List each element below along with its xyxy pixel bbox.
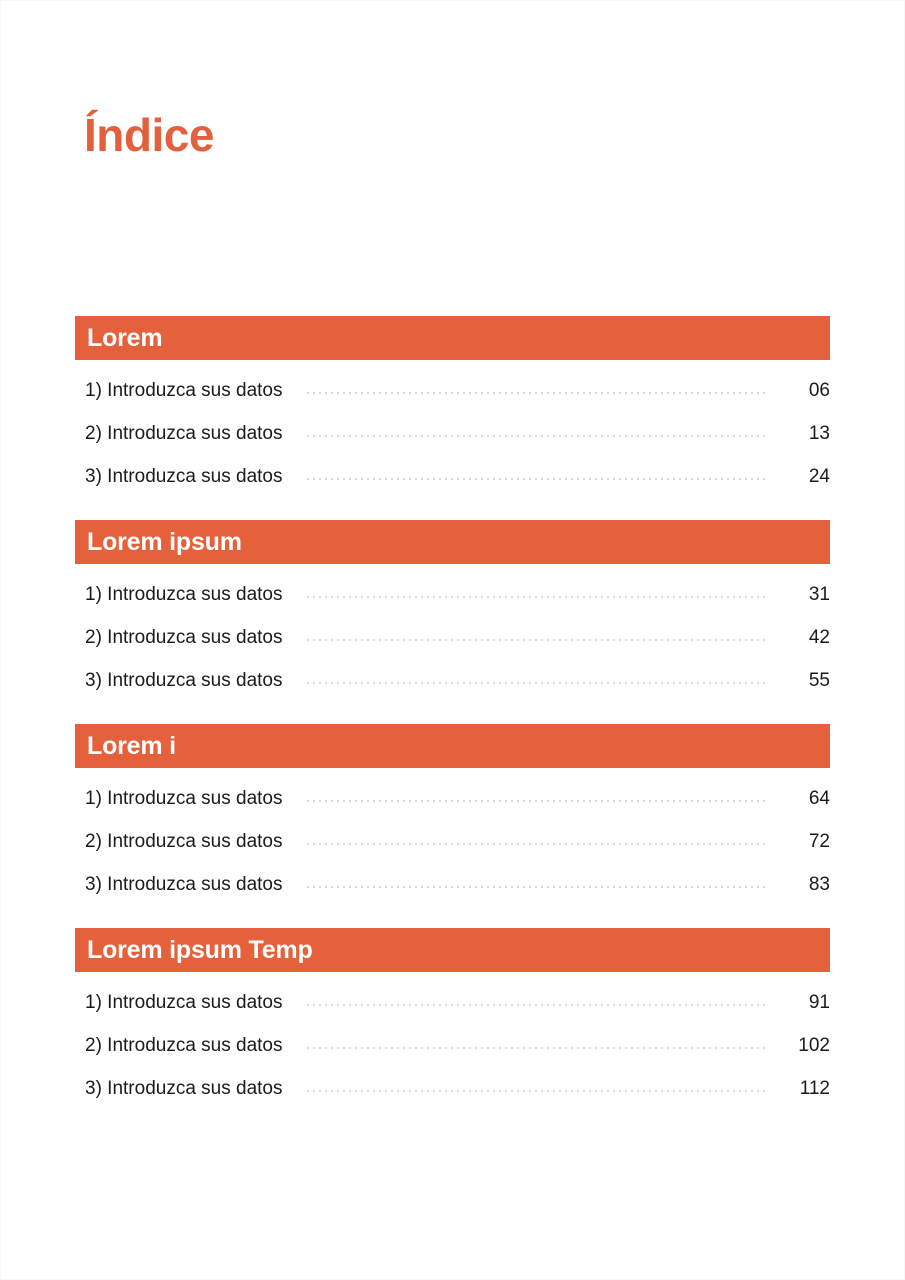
toc-entry[interactable] xyxy=(75,412,830,455)
dot-leader xyxy=(305,435,769,437)
toc-entry[interactable] xyxy=(75,820,830,863)
toc-entry-label: 1) Introduzca sus datos xyxy=(85,788,283,809)
toc-entry-label: 3) Introduzca sus datos xyxy=(85,874,283,895)
dot-leader xyxy=(305,843,769,845)
toc-entry-label: 1) Introduzca sus datos xyxy=(85,584,283,605)
toc-entry-list xyxy=(75,360,830,498)
toc-entry[interactable] xyxy=(75,777,830,820)
toc-section xyxy=(75,520,830,702)
toc-entry[interactable] xyxy=(75,981,830,1024)
dot-leader xyxy=(305,478,769,480)
toc-section-title: Lorem ipsum xyxy=(87,527,242,556)
toc-entry-page-number: 102 xyxy=(798,1035,830,1056)
toc-entry-page-number: 13 xyxy=(808,423,830,444)
toc-entry-list xyxy=(75,564,830,702)
toc-entry[interactable] xyxy=(75,455,830,498)
dot-leader xyxy=(305,639,769,641)
dot-leader xyxy=(305,596,769,598)
toc-entry-page-number: 72 xyxy=(808,831,830,852)
dot-leader xyxy=(305,800,769,802)
toc-section-title: Lorem xyxy=(87,323,163,352)
toc-entry-label: 3) Introduzca sus datos xyxy=(85,1078,283,1099)
toc-entry-label: 1) Introduzca sus datos xyxy=(85,992,283,1013)
toc-section-title: Lorem i xyxy=(87,731,176,760)
toc-entry-page-number: 42 xyxy=(808,627,830,648)
dot-leader xyxy=(305,392,769,394)
toc-entry-label: 3) Introduzca sus datos xyxy=(85,670,283,691)
toc-entry-page-number: 06 xyxy=(808,380,830,401)
toc-section-header xyxy=(75,316,830,360)
toc-entry-list xyxy=(75,972,830,1110)
toc-entry[interactable] xyxy=(75,1067,830,1110)
toc-entry[interactable] xyxy=(75,369,830,412)
toc-entry[interactable] xyxy=(75,1024,830,1067)
dot-leader xyxy=(305,1004,769,1006)
page-title: Índice xyxy=(84,109,214,161)
toc-section xyxy=(75,724,830,906)
dot-leader xyxy=(305,682,769,684)
toc-entry-page-number: 31 xyxy=(808,584,830,605)
toc-section-header xyxy=(75,928,830,972)
toc-entry-page-number: 55 xyxy=(808,670,830,691)
dot-leader xyxy=(305,886,769,888)
toc-entry-label: 2) Introduzca sus datos xyxy=(85,831,283,852)
toc-section-header xyxy=(75,520,830,564)
dot-leader xyxy=(305,1090,769,1092)
toc-entry[interactable] xyxy=(75,659,830,702)
toc-section-title: Lorem ipsum Temp xyxy=(87,935,313,964)
toc-entry-label: 2) Introduzca sus datos xyxy=(85,423,283,444)
toc-entry-page-number: 24 xyxy=(808,466,830,487)
table-of-contents xyxy=(75,316,830,1110)
toc-entry-page-number: 112 xyxy=(799,1078,830,1099)
toc-entry[interactable] xyxy=(75,573,830,616)
toc-entry-label: 2) Introduzca sus datos xyxy=(85,1035,283,1056)
toc-entry[interactable] xyxy=(75,863,830,906)
toc-entry-label: 1) Introduzca sus datos xyxy=(85,380,283,401)
toc-section xyxy=(75,928,830,1110)
toc-entry-label: 2) Introduzca sus datos xyxy=(85,627,283,648)
toc-entry[interactable] xyxy=(75,616,830,659)
toc-entry-page-number: 91 xyxy=(808,992,830,1013)
toc-entry-label: 3) Introduzca sus datos xyxy=(85,466,283,487)
toc-entry-page-number: 64 xyxy=(808,788,830,809)
toc-section-header xyxy=(75,724,830,768)
toc-section xyxy=(75,316,830,498)
toc-entry-page-number: 83 xyxy=(808,874,830,895)
dot-leader xyxy=(305,1047,769,1049)
toc-entry-list xyxy=(75,768,830,906)
